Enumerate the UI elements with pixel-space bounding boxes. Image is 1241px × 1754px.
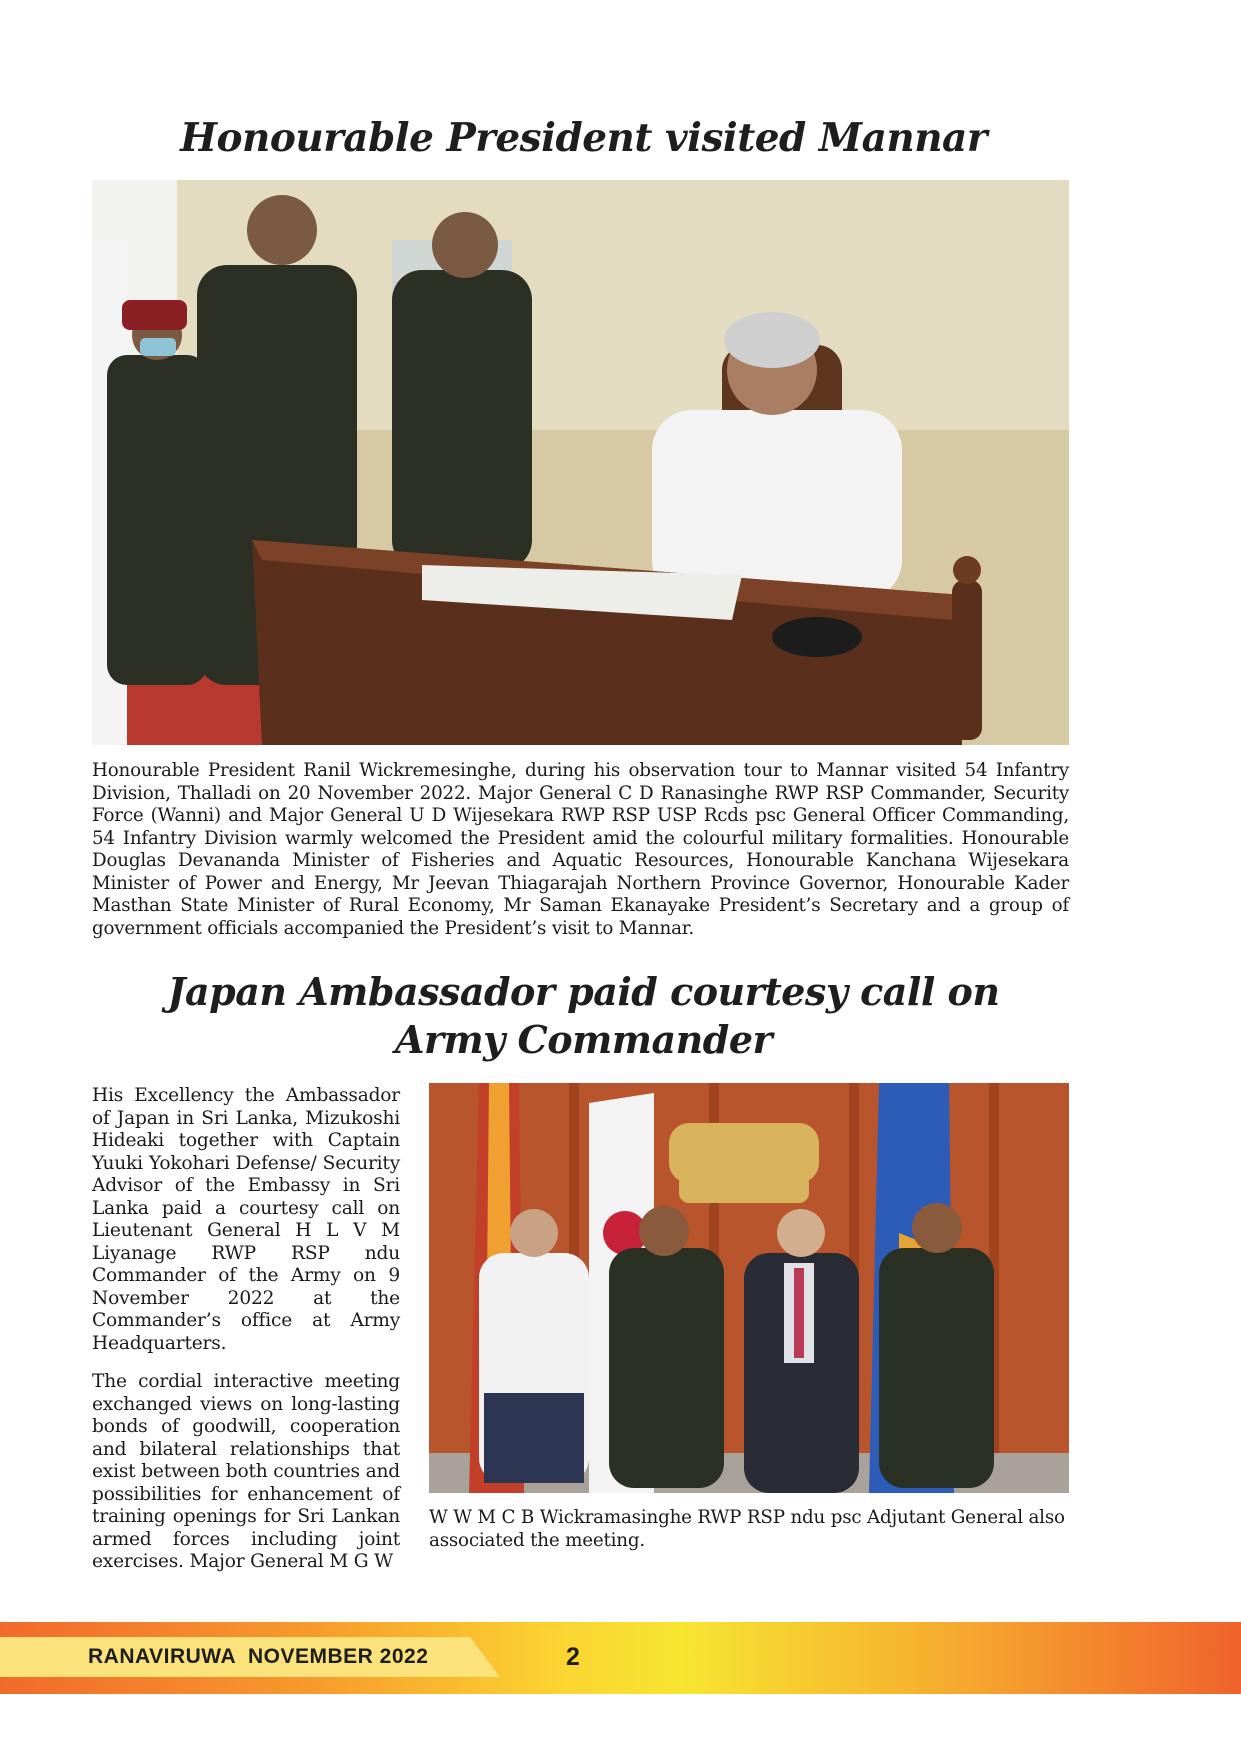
article-title-president-visit: Honourable President visited Mannar	[180, 115, 987, 161]
article-paragraph-2: The cordial interactive meeting exchanged views on long-lasting bonds of goodwill, cooperation and bilateral relationships that exist between both countries and possibilities for enhancement of training openings for Sri Lankan armed forces including joint exercises. Major General M G W	[92, 1371, 400, 1572]
magazine-name: RANAVIRUWA	[88, 1645, 237, 1668]
article-paragraph-1: His Excellency the Ambassador of Japan in Sri Lanka, Mizukoshi Hideaki together with Captain Yuuki Yokohari Defense/ Security Advisor of the Embassy in Sri Lanka paid a courtesy call on Lieutenant General H L V M Liyanage RWP RSP ndu Commander of the Army on 9 November 2022 at the Commander’s office at Army Headquarters.	[92, 1085, 400, 1354]
article-continuation: W W M C B Wickramasinghe RWP RSP ndu psc Adjutant General also associated the meeting.	[429, 1507, 1065, 1551]
photo-ambassador-meeting	[429, 1083, 1069, 1493]
page-footer	[0, 1622, 1241, 1694]
photo-president-signing-guestbook	[92, 180, 1069, 745]
title-line-1: Japan Ambassador paid courtesy call on	[167, 969, 1000, 1014]
article-title-japan-ambassador	[92, 968, 1075, 1064]
title-line-2: Army Commander	[394, 1017, 773, 1062]
article-body-president-visit: Honourable President Ranil Wickremesinghe, during his observation tour to Mannar visited 54 Infantry Division, Thalladi on 20 November 2022. Major General C D Ranasinghe RWP RSP Commander, Security Force (Wanni) and Major General U D Wijesekara RWP RSP USP Rcds psc General Officer Commanding, 54 Infantry Division warmly welcomed the President amid the colourful military formalities. Honourable Douglas Devananda Minister of Fisheries and Aquatic Resources, Honourable Kanchana Wijesekara Minister of Power and Energy, Mr Jeevan Thiagarajah Northern Province Governor, Honourable Kader Masthan State Minister of Rural Economy, Mr Saman Ekanayake President’s Secretary and a group of government officials accompanied the President’s visit to Mannar.	[92, 760, 1069, 939]
issue-date: NOVEMBER 2022	[248, 1645, 429, 1668]
page-number: 2	[566, 1643, 581, 1671]
